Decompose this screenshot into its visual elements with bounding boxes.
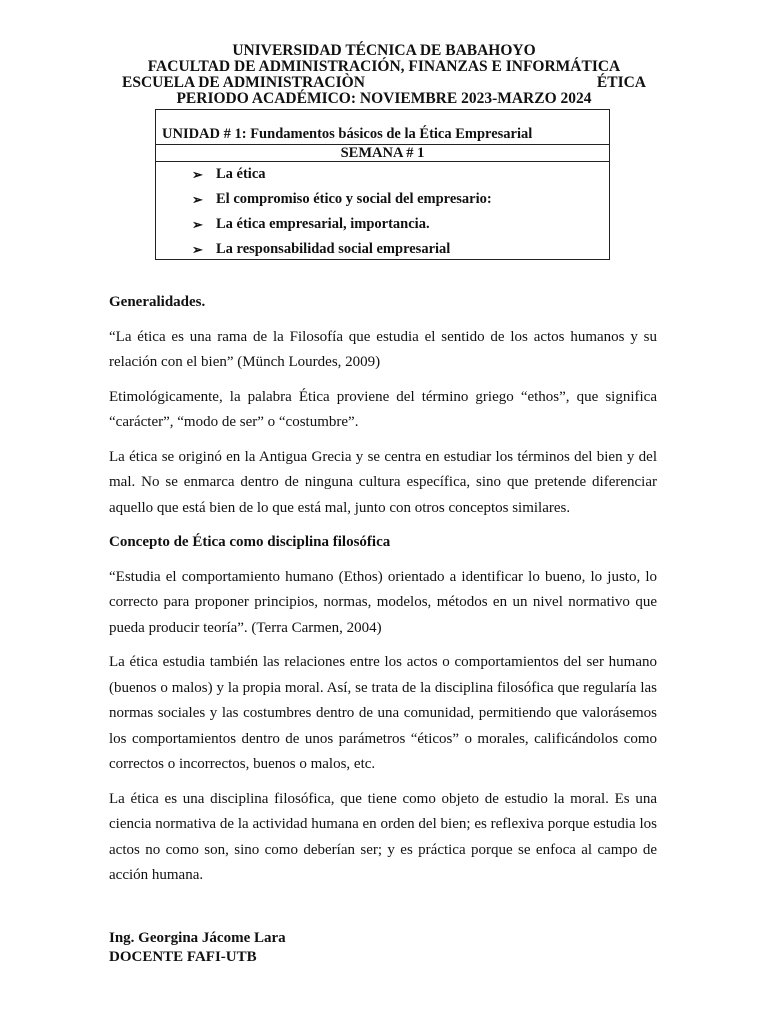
unit-box (155, 109, 610, 260)
topic-list (192, 162, 492, 262)
signature-role: DOCENTE FAFI-UTB (109, 949, 257, 965)
section-heading-concept: Concepto de Ética como disciplina filosófica (109, 534, 391, 550)
school-name: ESCUELA DE ADMINISTRACIÒN (122, 74, 365, 91)
arrowhead-bullet-icon: ➢ (192, 166, 203, 182)
document-header (112, 43, 656, 107)
paragraph-etymology: Etimológicamente, la palabra Ética proviene del término griego “ethos”, que significa “carácter”, “modo de ser” o “costumbre”. (109, 388, 657, 430)
university-name: UNIVERSIDAD TÉCNICA DE BABAHOYO (232, 42, 536, 59)
topic-label: La ética empresarial, importancia. (216, 216, 430, 232)
signature-block (109, 929, 286, 967)
paragraph-relations: La ética estudia también las relaciones entre los actos o comportamientos del ser humano (buenos o malos) y la propia moral. Así, se trata de la disciplina filosófica que regularía las normas sociales y las costumbres dentro de una comunidad, permitiendo que valorásemos los comportamientos dentro de unos parámetros “éticos” o morales, calificándolos como correctos o incorrectos, buenos o malos, etc. (109, 654, 657, 772)
signature-name: Ing. Georgina Jácome Lara (109, 930, 286, 946)
paragraph-origin: La ética se originó en la Antigua Grecia y se centra en estudiar los términos del bien y del mal. No se enmarca dentro de ninguna cultura específica, sino que pretende diferenciar aquello que está bien de lo que está mal, junto con otros conceptos similares. (109, 448, 657, 516)
paragraph-definition: “La ética es una rama de la Filosofía que estudia el sentido de los actos humanos y su relación con el bien” (Münch Lourdes, 2009) (109, 328, 657, 370)
academic-period: PERIODO ACADÉMICO: NOVIEMBRE 2023-MARZO 2024 (176, 90, 592, 107)
subject-name: ÉTICA (596, 74, 646, 91)
topic-label: La ética (216, 166, 266, 182)
topic-label: El compromiso ético y social del empresario: (216, 191, 492, 207)
week-label: SEMANA # 1 (156, 144, 609, 162)
topic-label: La responsabilidad social empresarial (216, 241, 451, 257)
list-item (192, 237, 492, 262)
paragraph-discipline: La ética es una disciplina filosófica, que tiene como objeto de estudio la moral. Es una ciencia normativa de la actividad humana en orden del bien; es reflexiva porque estudia los actos no como son, sino como deberían ser; y es práctica porque se enfoca al campo de acción humana. (109, 790, 657, 883)
faculty-name: FACULTAD DE ADMINISTRACIÓN, FINANZAS E INFORMÁTICA (147, 58, 621, 75)
arrowhead-bullet-icon: ➢ (192, 216, 203, 232)
list-item (192, 187, 492, 212)
section-heading-generalidades: Generalidades. (109, 294, 206, 310)
document-body (109, 290, 657, 898)
list-item (192, 212, 492, 237)
paragraph-concept-quote: “Estudia el comportamiento humano (Ethos) orientado a identificar lo bueno, lo justo, lo correcto para proponer principios, normas, modelos, métodos en un nivel normativo que pueda producir teoría”. (Terra Carmen, 2004) (109, 568, 657, 636)
list-item (192, 162, 492, 187)
school-subject-line (112, 75, 656, 91)
unit-title: UNIDAD # 1: Fundamentos básicos de la Ética Empresarial (162, 126, 533, 142)
arrowhead-bullet-icon: ➢ (192, 191, 203, 207)
arrowhead-bullet-icon: ➢ (192, 241, 203, 257)
